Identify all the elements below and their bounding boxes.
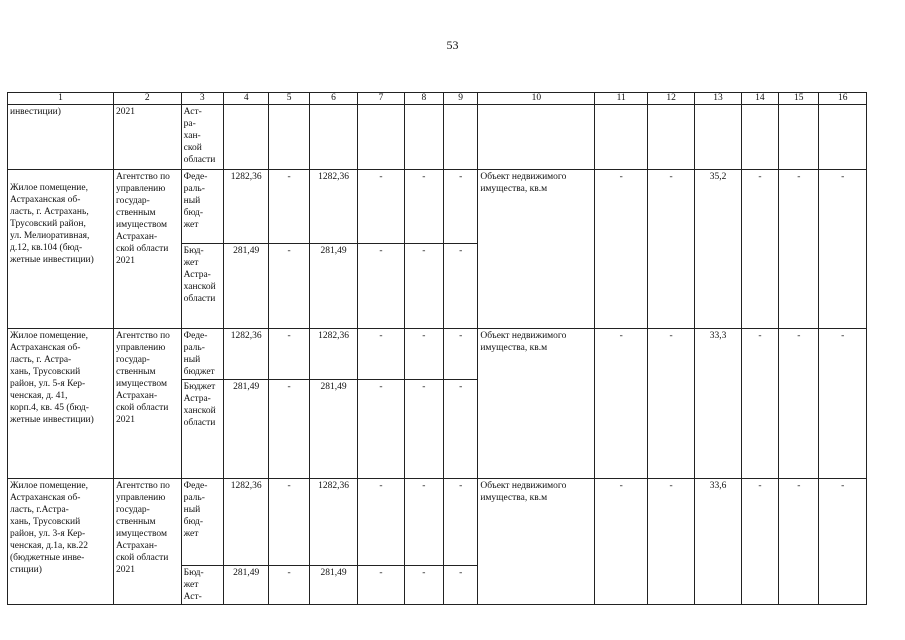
object-description: инвестиции) [8,105,114,170]
value-col14: - [741,329,778,479]
value-col5: - [269,479,309,566]
agency-cell: Агентство по управлению государ- ственным имуществом Астрахан- ской области 2021 [113,479,181,605]
col-number: 12 [647,93,694,105]
value-col13: 33,3 [695,329,741,479]
col-number: 8 [404,93,443,105]
value-col4: 281,49 [224,566,269,605]
value-col5: - [269,566,309,605]
column-number-row [8,93,867,105]
value-col9: - [444,479,478,566]
value-col12: - [647,170,694,329]
value-col8: - [404,244,443,329]
value-col8: - [404,170,443,244]
value-col15: - [779,170,819,329]
value-col16: - [819,170,867,329]
value-col9: - [444,329,478,380]
value-col6: 281,49 [309,380,357,479]
object-description: Жилое помещение, Астраханская об- ласть, г. Астра- хань, Трусовский район, ул. 5-я Кер- ченская, д. 41, корп.4, кв. 45 (бюд- жетные инвестиции) [8,329,114,479]
value-col6: 281,49 [309,566,357,605]
value-col12: - [647,329,694,479]
funding-source: Феде- раль- ный бюджет [181,329,223,380]
col-number: 15 [779,93,819,105]
col-number: 6 [309,93,357,105]
agency-cell: Агентство по управлению государ- ственным имуществом Астрахан- ской области 2021 [113,170,181,329]
value-col9: - [444,170,478,244]
value-col7: - [358,244,404,329]
value-col8: - [404,380,443,479]
col-number: 14 [741,93,778,105]
value-col5: - [269,329,309,380]
result-indicator: Объект недвижимого имущества, кв.м [478,170,595,329]
value-col9: - [444,244,478,329]
table-row [8,170,867,244]
value-col6: 281,49 [309,244,357,329]
value-col5: - [269,380,309,479]
funding-source: Феде- раль- ный бюд- жет [181,170,223,244]
object-description: Жилое помещение, Астраханская об- ласть, г.Астра- хань, Трусовский район, ул. 3-я Кер- ченская, д.1а, кв.22 (бюджетные инве- стиции) [8,479,114,605]
col-number: 16 [819,93,867,105]
funding-source: Феде- раль- ный бюд- жет [181,479,223,566]
table-row [8,479,867,566]
value-col7: - [358,329,404,380]
page-number: 53 [446,38,459,52]
col-number: 9 [444,93,478,105]
value-col6: 1282,36 [309,479,357,566]
value-col8: - [404,329,443,380]
funding-source: Аст- ра- хан- ской области [181,105,223,170]
value-col4: 281,49 [224,380,269,479]
value-col11: - [595,329,647,479]
col-number: 10 [478,93,595,105]
value-col12: - [647,479,694,605]
value-col6: 1282,36 [309,170,357,244]
value-col11: - [595,170,647,329]
value-col7: - [358,380,404,479]
value-col14: - [741,170,778,329]
object-description: Жилое помещение, Астраханская об- ласть, г. Астрахань, Трусовский район, ул. Мелиоративная, д.12, кв.104 (бюд- жетные инвестиции) [8,170,114,329]
funding-source: Бюд- жет Аст- [181,566,223,605]
table-row [8,329,867,380]
value-col4: 1282,36 [224,329,269,380]
col-number: 11 [595,93,647,105]
value-col11: - [595,479,647,605]
agency-cell: Агентство по управлению государ- ственным имуществом Астрахан- ской области 2021 [113,329,181,479]
value-col9: - [444,566,478,605]
funding-source: Бюд- жет Астра- ханской области [181,244,223,329]
value-col5: - [269,244,309,329]
result-indicator: Объект недвижимого имущества, кв.м [478,479,595,605]
col-number: 1 [8,93,114,105]
value-col4: 281,49 [224,244,269,329]
value-col7: - [358,170,404,244]
value-col4: 1282,36 [224,170,269,244]
funding-source: Бюджет Астра- ханской области [181,380,223,479]
value-col14: - [741,479,778,605]
result-indicator: Объект недвижимого имущества, кв.м [478,329,595,479]
value-col4: 1282,36 [224,479,269,566]
value-col8: - [404,566,443,605]
value-col15: - [779,479,819,605]
value-col8: - [404,479,443,566]
col-number: 3 [181,93,223,105]
value-col5: - [269,170,309,244]
value-col15: - [779,329,819,479]
value-col13: 33,6 [695,479,741,605]
value-col9: - [444,380,478,479]
col-number: 4 [224,93,269,105]
agency-cell: 2021 [113,105,181,170]
value-col16: - [819,329,867,479]
value-col16: - [819,479,867,605]
value-col13: 35,2 [695,170,741,329]
value-col6: 1282,36 [309,329,357,380]
col-number: 13 [695,93,741,105]
value-col7: - [358,566,404,605]
continuation-row [8,105,867,170]
col-number: 2 [113,93,181,105]
value-col7: - [358,479,404,566]
col-number: 7 [358,93,404,105]
col-number: 5 [269,93,309,105]
investment-table [7,92,867,605]
